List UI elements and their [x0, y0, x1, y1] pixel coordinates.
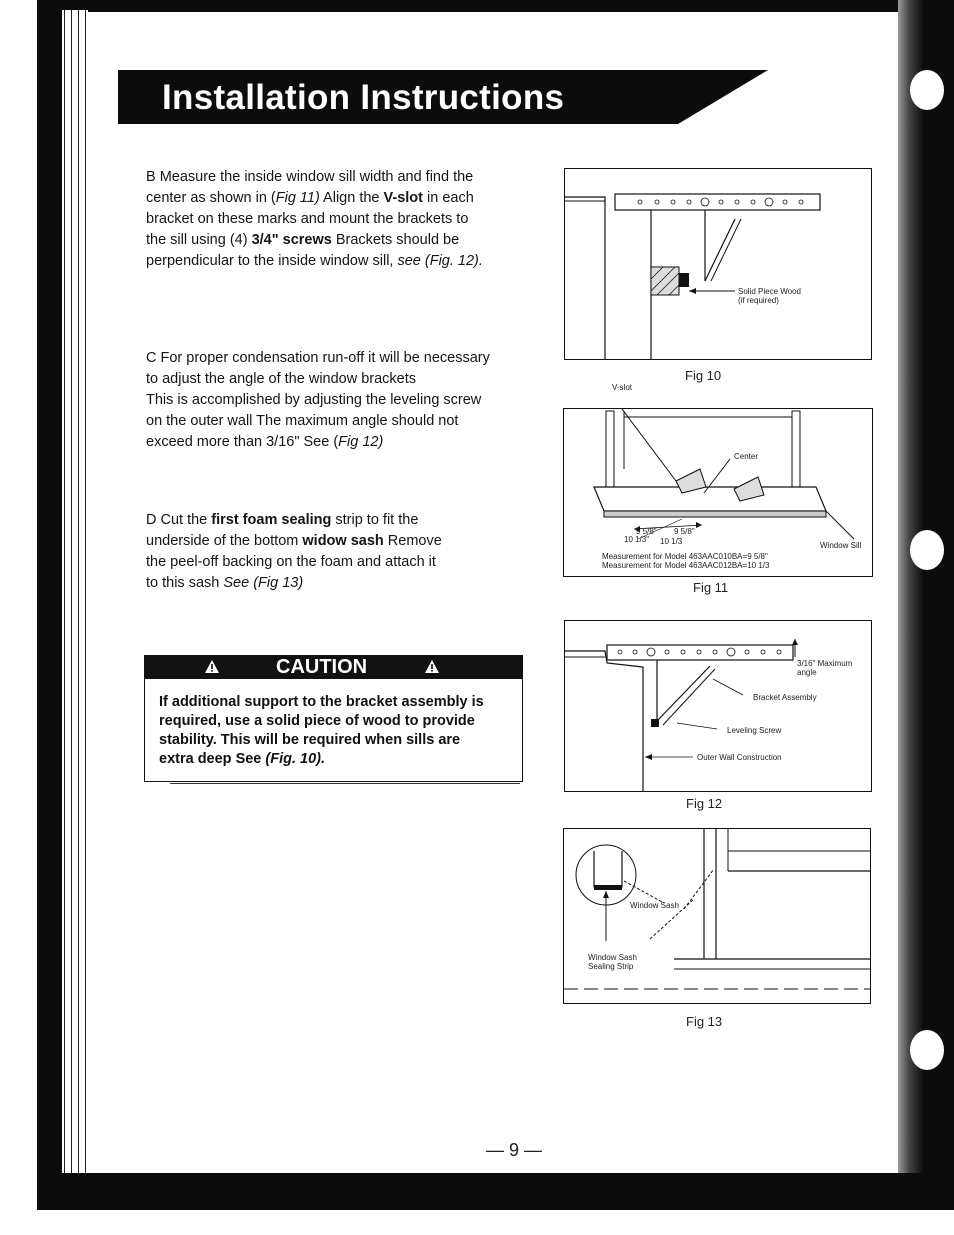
figure-10-drawing [565, 169, 871, 359]
vslot-label: V-slot [612, 383, 633, 392]
step-d-text [146, 510, 536, 594]
caution-header [144, 655, 523, 679]
leveling-screw-label: Leveling Screw [727, 726, 782, 735]
max-angle-label-1: 3/16" Maximum [797, 659, 853, 668]
fig-12-caption: Fig 12 [686, 796, 723, 811]
warning-icon [424, 659, 440, 674]
step-c-line-5: exceed more than 3/16" See (Fig 12) [146, 434, 384, 450]
figure-13-drawing [564, 829, 870, 1003]
punch-hole-bottom [910, 1030, 944, 1070]
window-sill-label: Window Sill [820, 541, 862, 550]
dimension-4: 10 1/3 [660, 537, 683, 546]
measurement-model-012: Measurement for Model 463AAC012BA=10 1/3 [602, 561, 770, 570]
dimension-3: 10 1/3" [624, 535, 650, 544]
figure-12-drawing [565, 621, 871, 791]
dimension-2: 9 5/8" [674, 527, 695, 536]
page-title: Installation Instructions [162, 78, 565, 117]
wood-label-line-1: Solid Piece Wood [738, 287, 801, 296]
binding-shadow [62, 10, 88, 1190]
page-edge-top [37, 0, 954, 12]
step-c-line-2: to adjust the angle of the window brackets [146, 371, 417, 387]
caution-text [159, 693, 519, 769]
step-d-line-3: the peel-off backing on the foam and attach it [146, 554, 436, 570]
step-b-line-5: perpendicular to the inside window sill, see (Fig. 12). [146, 253, 483, 269]
bracket-assembly-label: Bracket Assembly [753, 693, 817, 702]
sealing-strip-label-2: Sealing Strip [588, 962, 634, 971]
step-d-line-4: to this sash See (Fig 13) [146, 575, 304, 591]
center-label: Center [734, 452, 759, 461]
sealing-strip-label-1: Window Sash [588, 953, 637, 962]
step-b-text [146, 167, 536, 272]
step-c-line-1: C For proper condensation run-off it will be necessary [146, 350, 490, 366]
caution-underline [170, 783, 520, 784]
fig-11-caption: Fig 11 [693, 580, 729, 595]
fig-10-caption: Fig 10 [685, 368, 722, 383]
measurement-model-010: Measurement for Model 463AAC010BA=9 5/8" [602, 552, 768, 561]
step-b-line-4: the sill using (4) 3/4" screws Brackets should be [146, 232, 460, 248]
max-angle-label-2: angle [797, 668, 817, 677]
caution-line-4: extra deep See (Fig. 10). [159, 751, 326, 767]
outer-wall-label: Outer Wall Construction [697, 753, 782, 762]
page-edge-bottom [37, 1173, 954, 1210]
step-b-line-1: B Measure the inside window sill width and find the [146, 169, 474, 185]
step-b-line-3: bracket on these marks and mount the brackets to [146, 211, 469, 227]
figure-11 [563, 408, 873, 577]
step-d-line-1: D Cut the first foam sealing strip to fit the [146, 512, 419, 528]
figure-13 [563, 828, 871, 1004]
page-edge-right [898, 0, 954, 1210]
dimension-1: 9 5/8" [636, 527, 657, 536]
fig-13-caption: Fig 13 [686, 1014, 723, 1029]
step-c-line-3: This is accomplished by adjusting the leveling screw [146, 392, 482, 408]
step-d-line-2: underside of the bottom widow sash Remove [146, 533, 442, 549]
punch-hole-top [910, 70, 944, 110]
caution-line-2: required, use a solid piece of wood to provide [159, 713, 475, 729]
warning-icon [204, 659, 220, 674]
caution-line-3: stability. This will be required when sills are [159, 732, 461, 748]
page-number: — 9 — [486, 1140, 543, 1160]
figure-10 [564, 168, 872, 360]
caution-label: CAUTION [276, 656, 368, 678]
figure-12 [564, 620, 872, 792]
step-c-text [146, 348, 536, 453]
step-b-line-2: center as shown in (Fig 11) Align the V-slot in each [146, 190, 474, 206]
step-c-line-4: on the outer wall The maximum angle should not [146, 413, 459, 429]
window-sash-label: Window Sash [630, 901, 679, 910]
punch-hole-middle [910, 530, 944, 570]
caution-line-1: If additional support to the bracket assembly is [159, 694, 484, 710]
figure-11-drawing [564, 409, 872, 576]
wood-label-line-2: (if required) [738, 296, 779, 305]
